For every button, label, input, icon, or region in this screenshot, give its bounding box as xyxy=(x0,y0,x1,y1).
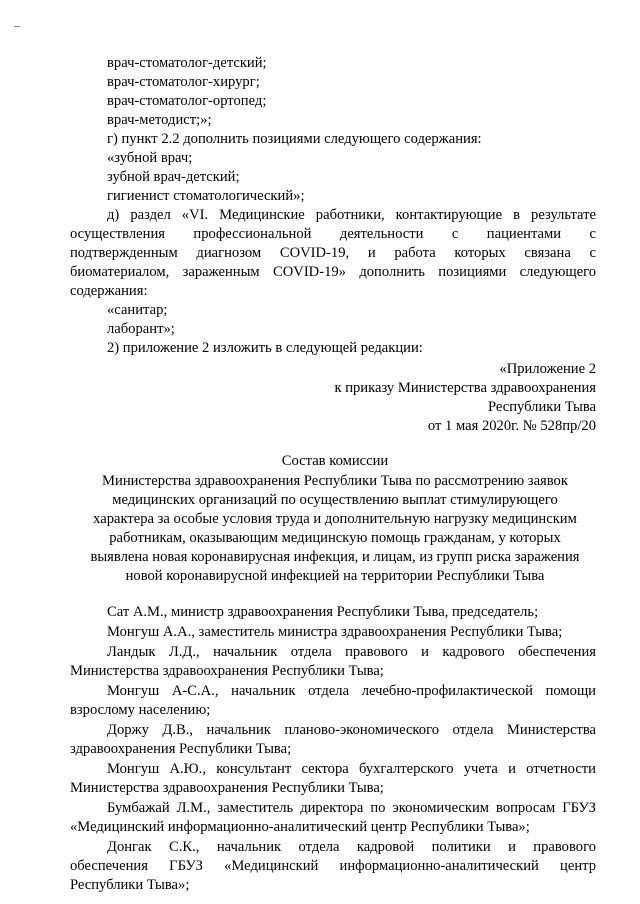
member-line: Доржу Д.В., начальник планово-экономического отдела Министерства xyxy=(107,722,596,738)
appendix-header-line: Республики Тыва xyxy=(487,399,596,415)
paragraph-g: г) пункт 2.2 дополнить позициями следующего содержания: xyxy=(107,131,482,147)
member-line: Республики Тыва»; xyxy=(70,877,190,893)
commission-subtitle-line: выявлена новая коронавирусная инфекция, и лицам, из групп риска заражения xyxy=(90,549,580,565)
paragraph-d-line: д) раздел «VI. Медицинские работники, контактирующие в результате xyxy=(107,207,596,223)
paragraph-d-line: осуществления профессиональной деятельности с пациентами с xyxy=(70,226,596,242)
list-item: зубной врач-детский; xyxy=(107,169,240,185)
member-line: Донгак С.К., начальник отдела кадровой политики и правового xyxy=(107,839,596,855)
member-line: Монгуш А.Ю., консультант сектора бухгалтерского учета и отчетности xyxy=(107,761,596,777)
member-line: взрослому населению; xyxy=(70,702,211,718)
member-line: Министерства здравоохранения Республики Тыва; xyxy=(70,663,384,679)
member-line: Министерства здравоохранения Республики Тыва; xyxy=(70,780,384,796)
appendix-header-line: «Приложение 2 xyxy=(499,361,596,377)
commission-subtitle-line: характера за особые условия труда и дополнительную нагрузку медицинским xyxy=(93,511,577,527)
member-line: здравоохранения Республики Тыва; xyxy=(70,741,292,757)
member-line: Ландык Л.Д., начальник отдела правового и кадрового обеспечения xyxy=(107,644,596,660)
paragraph-d-line: подтвержденным диагнозом COVID-19, и работа которых связана с xyxy=(70,245,596,261)
paragraph-2: 2) приложение 2 изложить в следующей редакции: xyxy=(107,340,423,356)
commission-subtitle-line: медицинских организаций по осуществлению выплат стимулирующего xyxy=(112,492,558,508)
list-item: врач-стоматолог-хирург; xyxy=(107,74,260,90)
list-item: врач-стоматолог-ортопед; xyxy=(107,93,267,109)
list-item: врач-стоматолог-детский; xyxy=(107,55,267,71)
paragraph-d-line: содержания: xyxy=(70,283,148,299)
appendix-header-line: к приказу Министерства здравоохранения xyxy=(334,380,596,396)
list-item: лаборант»; xyxy=(107,321,175,337)
appendix-header-line: от 1 мая 2020г. № 528пр/20 xyxy=(427,418,596,434)
member-line: Монгуш А-С.А., начальник отдела лечебно-профилактической помощи xyxy=(107,683,596,699)
commission-subtitle-line: Министерства здравоохранения Республики Тыва по рассмотрению заявок xyxy=(102,473,568,489)
member-line: «Медицинский информационно-аналитический центр Республики Тыва»; xyxy=(70,819,530,835)
list-item: «санитар; xyxy=(107,302,168,318)
scan-mark xyxy=(14,26,20,27)
commission-subtitle-line: работникам, оказывающим медицинскую помощь гражданам, у которых xyxy=(109,530,561,546)
list-item: гигиенист стоматологический»; xyxy=(107,188,305,204)
member-line: Бумбажай Л.М., заместитель директора по экономическим вопросам ГБУЗ xyxy=(107,800,596,816)
list-item: «зубной врач; xyxy=(107,150,193,166)
member-line: Монгуш А.А., заместитель министра здравоохранения Республики Тыва; xyxy=(107,624,563,640)
list-item: врач-методист;»; xyxy=(107,112,212,128)
commission-title: Состав комиссии xyxy=(281,453,389,469)
commission-subtitle-line: новой коронавирусной инфекцией на территории Республики Тыва xyxy=(125,568,545,584)
member-line: Сат А.М., министр здравоохранения Республики Тыва, председатель; xyxy=(107,604,539,620)
paragraph-d-line: биоматериалом, зараженным COVID-19» дополнить позициями следующего xyxy=(70,264,596,280)
member-line: обеспечения ГБУЗ «Медицинский информационно-аналитический центр xyxy=(70,858,596,874)
